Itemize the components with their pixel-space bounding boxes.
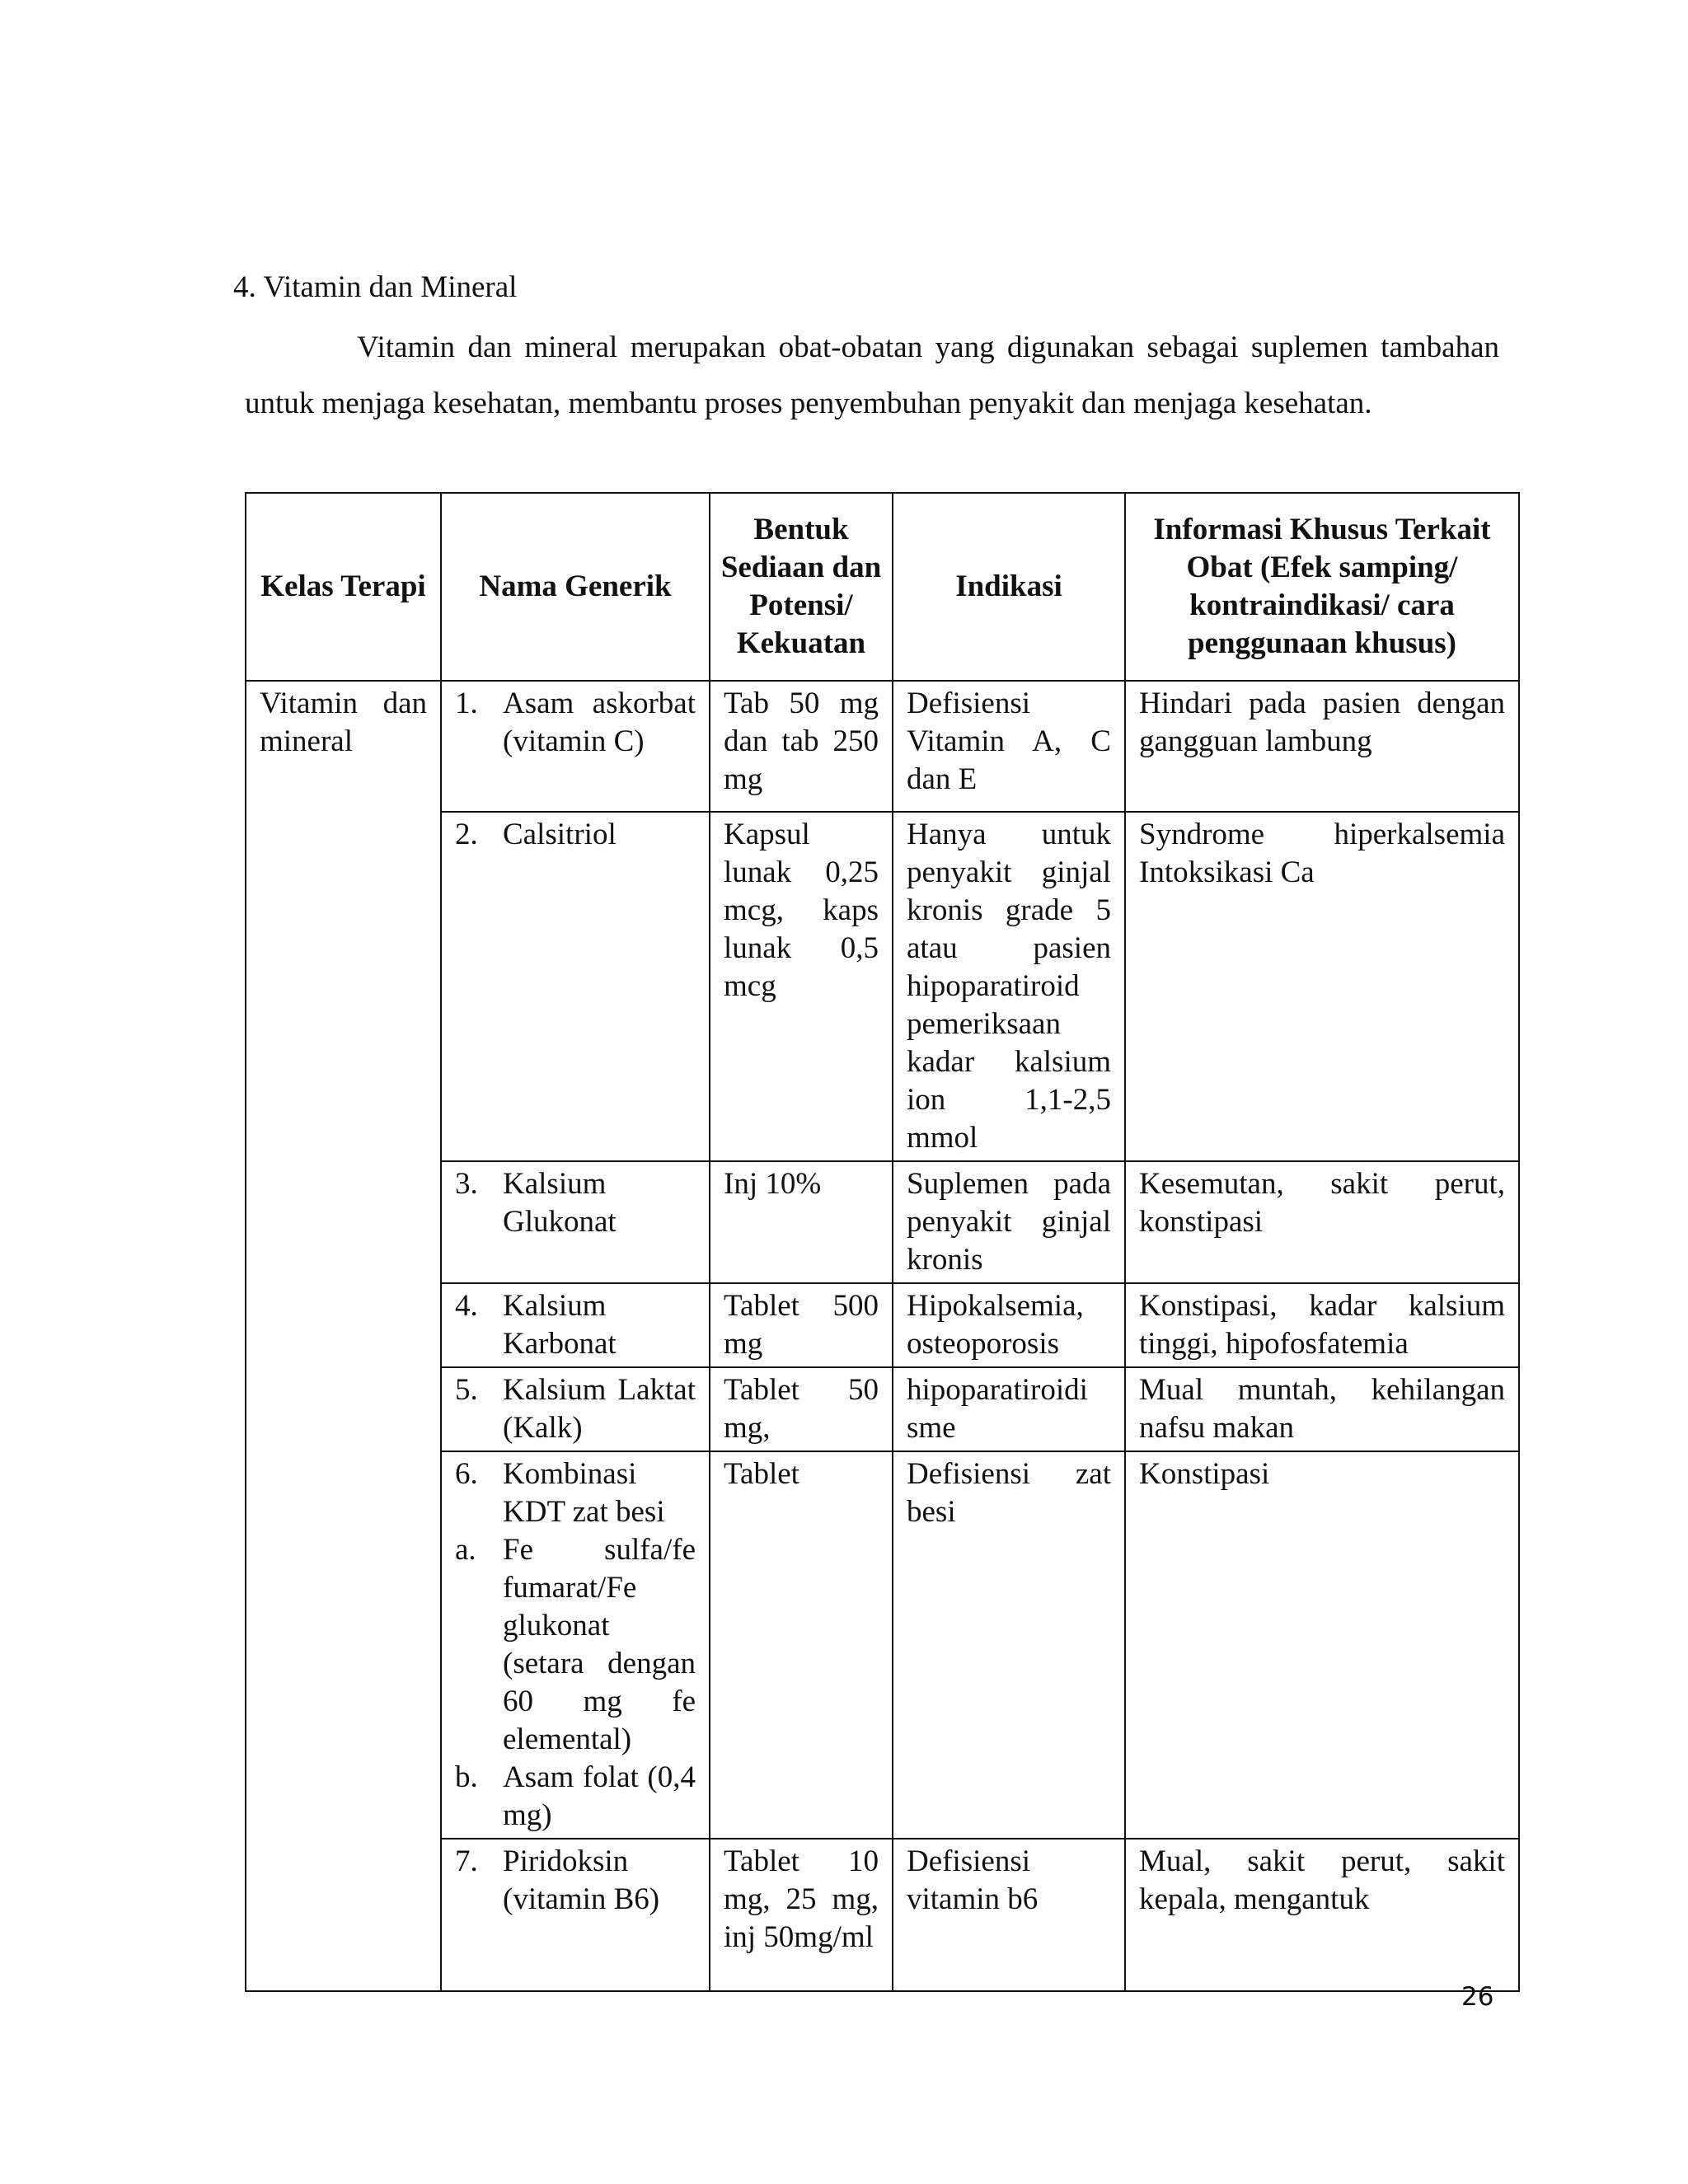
bentuk-cell: Tab 50 mg dan tab 250 mg	[710, 681, 893, 812]
table-header-row	[246, 493, 1519, 681]
item-number: 4.	[455, 1289, 478, 1323]
table-row	[246, 681, 1519, 812]
indikasi-cell: Defisiensi zat besi	[893, 1451, 1125, 1839]
item-name: Kalsium Karbonat	[503, 1289, 617, 1361]
intro-paragraph: Vitamin dan mineral merupakan obat-obatan yang digunakan sebagai suplemen tambahan untuk menjaga kesehatan, membantu proses penyembuhan penyakit dan menjaga kesehatan.	[245, 330, 1499, 420]
nama-generik-cell	[441, 1451, 710, 1839]
header-nama-generik: Nama Generik	[441, 493, 710, 681]
nama-generik-cell	[441, 1839, 710, 1991]
item-number: 7.	[455, 1844, 478, 1878]
header-informasi-khusus: Informasi Khusus Terkait Obat (Efek samping/ kontraindikasi/ cara penggunaan khusus)	[1125, 493, 1519, 681]
indikasi-cell: Hipokalsemia, osteoporosis	[893, 1283, 1125, 1367]
drug-table	[245, 492, 1520, 1992]
nama-generik-cell	[441, 812, 710, 1161]
item-name: Kalsium Laktat (Kalk)	[503, 1373, 696, 1445]
bentuk-cell: Tablet 500 mg	[710, 1283, 893, 1367]
item-name: Calsitriol	[503, 818, 617, 851]
indikasi-cell: Defisiensi Vitamin A, C dan E	[893, 681, 1125, 812]
nama-generik-cell	[441, 1367, 710, 1451]
nama-generik-cell	[441, 1161, 710, 1283]
info-cell: Konstipasi, kadar kalsium tinggi, hipofosfatemia	[1125, 1283, 1519, 1367]
kelas-terapi-cell: Vitamin dan mineral	[246, 681, 441, 1991]
sub-item-text: Fe sulfa/fe fumarat/Fe glukonat (setara dengan 60 mg fe elemental)	[503, 1533, 696, 1756]
info-cell: Konstipasi	[1125, 1451, 1519, 1839]
item-name: Kombinasi KDT zat besi	[503, 1457, 665, 1529]
indikasi-cell: Defisiensi vitamin b6	[893, 1839, 1125, 1991]
bentuk-cell: Inj 10%	[710, 1161, 893, 1283]
header-bentuk-sediaan: Bentuk Sediaan dan Potensi/ Kekuatan	[710, 493, 893, 681]
item-name: Kalsium Glukonat	[503, 1167, 617, 1239]
bentuk-cell: Tablet 50 mg,	[710, 1367, 893, 1451]
item-number: 1.	[455, 687, 478, 720]
item-name: Asam askorbat (vitamin C)	[503, 687, 696, 758]
item-number: 2.	[455, 818, 478, 851]
bentuk-cell: Tablet	[710, 1451, 893, 1839]
header-indikasi: Indikasi	[893, 493, 1125, 681]
item-number: 6.	[455, 1457, 478, 1491]
item-number: 5.	[455, 1373, 478, 1407]
info-cell: Hindari pada pasien dengan gangguan lambung	[1125, 681, 1519, 812]
section-heading: 4. Vitamin dan Mineral	[233, 270, 518, 304]
item-name: Piridoksin (vitamin B6)	[503, 1844, 660, 1916]
bentuk-cell: Tablet 10 mg, 25 mg, inj 50mg/ml	[710, 1839, 893, 1991]
info-cell: Syndrome hiperkalsemia Intoksikasi Ca	[1125, 812, 1519, 1161]
nama-generik-cell	[441, 681, 710, 812]
indikasi-cell: hipoparatiroidi sme	[893, 1367, 1125, 1451]
sub-item-letter: a.	[455, 1533, 476, 1567]
sub-item-text: Asam folat (0,4 mg)	[503, 1760, 696, 1832]
header-kelas-terapi: Kelas Terapi	[246, 493, 441, 681]
item-number: 3.	[455, 1167, 478, 1201]
info-cell: Mual muntah, kehilangan nafsu makan	[1125, 1367, 1519, 1451]
nama-generik-cell	[441, 1283, 710, 1367]
indikasi-cell: Suplemen pada penyakit ginjal kronis	[893, 1161, 1125, 1283]
page-number: 26	[1461, 1982, 1494, 2012]
sub-item-letter: b.	[455, 1760, 478, 1794]
info-cell: Kesemutan, sakit perut, konstipasi	[1125, 1161, 1519, 1283]
bentuk-cell: Kapsul lunak 0,25 mcg, kaps lunak 0,5 mcg	[710, 812, 893, 1161]
info-cell: Mual, sakit perut, sakit kepala, mengantuk	[1125, 1839, 1519, 1991]
indikasi-cell: Hanya untuk penyakit ginjal kronis grade 5 atau pasien hipoparatiroid pemeriksaan kadar kalsium ion 1,1-2,5 mmol	[893, 812, 1125, 1161]
